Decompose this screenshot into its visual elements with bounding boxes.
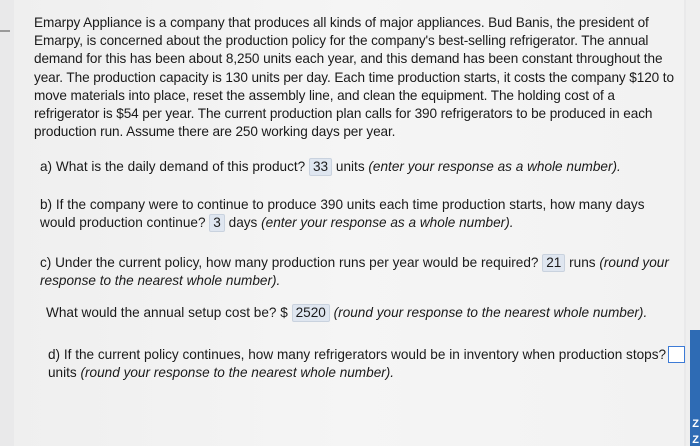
question-a-unit: units bbox=[332, 159, 369, 174]
question-a bbox=[40, 158, 680, 176]
question-c-unit: runs bbox=[565, 255, 600, 270]
question-d-hint: (round your response to the nearest whole number). bbox=[80, 365, 395, 381]
question-setup-cost-hint: (round your response to the nearest whole number). bbox=[329, 305, 648, 320]
question-setup-cost bbox=[46, 304, 686, 322]
answer-b-field[interactable]: 3 bbox=[209, 214, 225, 232]
question-a-hint: (enter your response as a whole number). bbox=[368, 159, 621, 174]
question-setup-cost-text: What would the annual setup cost be? $ bbox=[46, 305, 292, 320]
answer-c-field[interactable]: 21 bbox=[542, 254, 565, 272]
question-c bbox=[40, 254, 680, 290]
question-c-hint: (round your response to the nearest whole number). bbox=[40, 255, 669, 289]
side-letter: Z bbox=[692, 434, 699, 446]
left-edge-mark bbox=[0, 30, 10, 32]
question-b-text: b) If the company were to continue to produce 390 units each time production starts, how many days would production continue? bbox=[40, 197, 645, 231]
question-d-text: d) If the current policy continues, how many refrigerators would be in inventory when production stops? bbox=[48, 347, 667, 362]
question-d-unit: units bbox=[48, 365, 81, 381]
answer-a-field[interactable]: 33 bbox=[309, 158, 332, 176]
question-c-text: c) Under the current policy, how many production runs per year would be required? bbox=[40, 255, 543, 270]
question-b-unit: days bbox=[224, 215, 262, 231]
question-b bbox=[40, 196, 680, 232]
right-side-tab[interactable] bbox=[690, 330, 700, 446]
answer-d-input[interactable] bbox=[668, 346, 685, 363]
answer-setup-cost-field[interactable]: 2520 bbox=[292, 304, 330, 322]
problem-statement: Emarpy Appliance is a company that produces all kinds of major appliances. Bud Banis, the president of Emarpy, is concerned about the production policy for the company's best-selling refrigerator. The annual demand for this has been about 8,250 units each year, and this demand has been constant throughout the year. The production capacity is 130 units per day. Each time production starts, it costs the company $120 to move materials into place, reset the assembly line, and clean the equipment. The holding cost of a refrigerator is $54 per year. The current production plan calls for 390 refrigerators to be produced in each production run. Assume there are 250 working days per year. bbox=[34, 15, 674, 140]
question-b-hint: (enter your response as a whole number). bbox=[261, 215, 514, 231]
question-a-text: a) What is the daily demand of this product? bbox=[40, 159, 309, 174]
side-letter: Z bbox=[692, 418, 699, 430]
problem-content bbox=[34, 14, 680, 155]
question-d bbox=[48, 346, 688, 382]
